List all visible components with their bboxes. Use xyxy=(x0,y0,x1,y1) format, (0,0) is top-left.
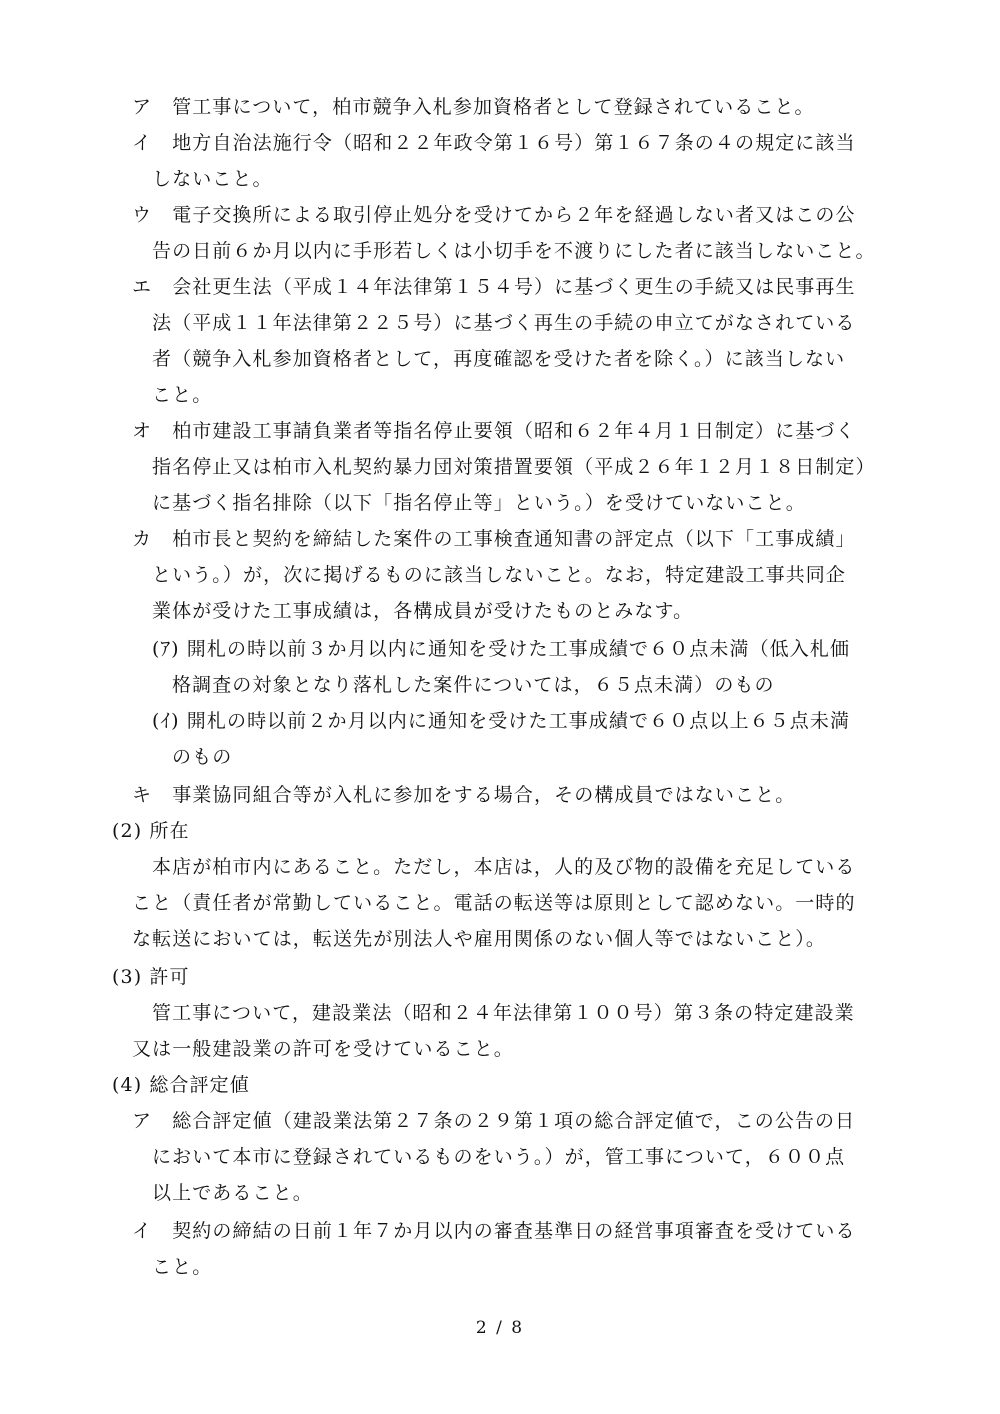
text-line: 業体が受けた工事成績は，各構成員が受けたものとみなす。 xyxy=(152,600,694,622)
text-line: こと。 xyxy=(152,1256,213,1278)
text-line: しないこと。 xyxy=(152,168,273,190)
text-line: な転送においては，転送先が別法人や雇用関係のない個人等ではないこと）。 xyxy=(132,928,827,950)
text-line: ア 総合評定値（建設業法第２７条の２９第１項の総合評定値で，この公告の日 xyxy=(132,1110,856,1132)
text-line: ア 管工事について，柏市競争入札参加資格者として登録されていること。 xyxy=(132,96,815,118)
section-heading: (4) 総合評定値 xyxy=(112,1074,250,1096)
text-line: 告の日前６か月以内に手形若しくは小切手を不渡りにした者に該当しないこと。 xyxy=(152,240,876,262)
text-line: イ 地方自治法施行令（昭和２２年政令第１６号）第１６７条の４の規定に該当 xyxy=(132,132,856,154)
text-line: キ 事業協同組合等が入札に参加をする場合，その構成員ではないこと。 xyxy=(132,784,796,806)
text-line: 指名停止又は柏市入札契約暴力団対策措置要領（平成２６年１２月１８日制定） xyxy=(152,456,876,478)
text-line: オ 柏市建設工事請負業者等指名停止要領（昭和６２年４月１日制定）に基づく xyxy=(132,420,856,442)
text-line: ウ 電子交換所による取引停止処分を受けてから２年を経過しない者又はこの公 xyxy=(132,204,856,226)
section-heading: (2) 所在 xyxy=(112,820,190,842)
text-line: に基づく指名排除（以下「指名停止等」という。）を受けていないこと。 xyxy=(152,492,806,514)
text-line: という。）が，次に掲げるものに該当しないこと。なお，特定建設工事共同企 xyxy=(152,564,847,586)
text-line: 管工事について，建設業法（昭和２４年法律第１００号）第３条の特定建設業 xyxy=(152,1002,855,1024)
text-line: 以上であること。 xyxy=(152,1182,313,1204)
section-heading: (3) 許可 xyxy=(112,966,190,988)
text-line: 者（競争入札参加資格者として，再度確認を受けた者を除く。）に該当しない xyxy=(152,348,846,370)
text-line: こと（責任者が常勤していること。電話の転送等は原則として認めない。一時的 xyxy=(132,892,856,914)
text-line: (ｱ) 開札の時以前３か月以内に通知を受けた工事成績で６０点未満（低入札価 xyxy=(152,638,851,660)
text-line: カ 柏市長と契約を締結した案件の工事検査通知書の評定点（以下「工事成績」 xyxy=(132,528,856,550)
text-line: 又は一般建設業の許可を受けていること。 xyxy=(132,1038,514,1060)
text-line: 本店が柏市内にあること。ただし，本店は，人的及び物的設備を充足している xyxy=(152,856,856,878)
page-number: 2 / 8 xyxy=(475,1318,525,1338)
text-line: 法（平成１１年法律第２２５号）に基づく再生の手続の申立てがなされている xyxy=(152,312,856,334)
text-line: 格調査の対象となり落札した案件については，６５点未満）のもの xyxy=(172,674,775,696)
text-line: エ 会社更生法（平成１４年法律第１５４号）に基づく更生の手続又は民事再生 xyxy=(132,276,856,298)
text-line: (ｲ) 開札の時以前２か月以内に通知を受けた工事成績で６０点以上６５点未満 xyxy=(152,710,851,732)
text-line: イ 契約の締結の日前１年７か月以内の審査基準日の経営事項審査を受けている xyxy=(132,1220,856,1242)
text-line: のもの xyxy=(172,746,233,768)
text-line: において本市に登録されているものをいう。）が，管工事について，６００点 xyxy=(152,1146,846,1168)
text-line: こと。 xyxy=(152,384,213,406)
